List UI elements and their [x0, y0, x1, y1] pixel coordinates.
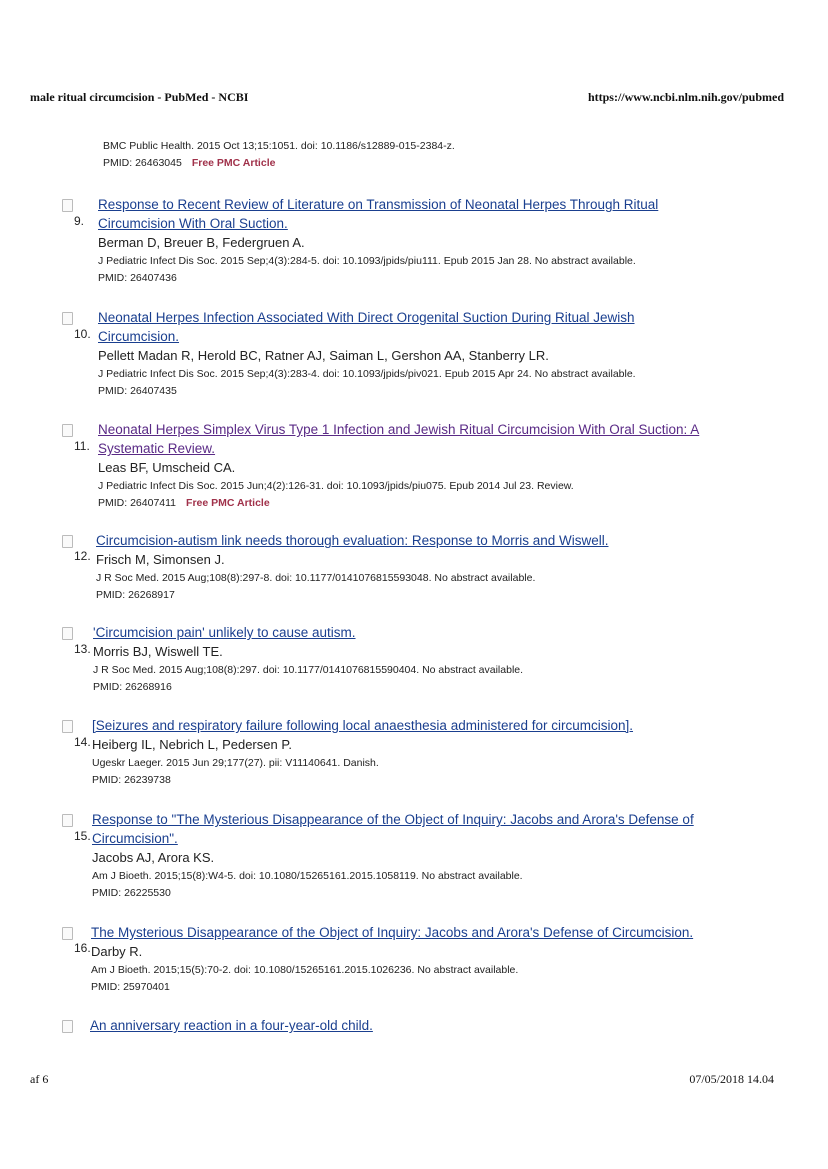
result-title-link[interactable]: 'Circumcision pain' unlikely to cause autism. [93, 625, 356, 640]
result-title-link[interactable]: Circumcision-autism link needs thorough evaluation: Response to Morris and Wiswell. [96, 533, 609, 548]
result-checkbox[interactable] [62, 312, 73, 325]
result-citation: J R Soc Med. 2015 Aug;108(8):297. doi: 10.1177/0141076815590404. No abstract available. [93, 664, 524, 676]
result-title-link[interactable]: Response to Recent Review of Literature on Transmission of Neonatal Herpes Through Ritual Circumcision With Oral Suction. [98, 197, 659, 231]
lead-result-tail [103, 138, 455, 172]
page-header-url: https://www.ncbi.nlm.nih.gov/pubmed [587, 90, 784, 104]
result-title-link[interactable]: [Seizures and respiratory failure following local anaesthesia administered for circumcision]. [92, 718, 634, 733]
result-checkbox[interactable] [62, 814, 73, 827]
result-number: 11. [74, 439, 90, 453]
result-authors: Berman D, Breuer B, Federgruen A. [98, 235, 305, 250]
result-title-link[interactable]: The Mysterious Disappearance of the Object of Inquiry: Jacobs and Arora's Defense of Circumcision. [91, 925, 694, 940]
result-pmid: PMID: 26407411 [98, 497, 177, 509]
result-title-link[interactable]: An anniversary reaction in a four-year-old child. [90, 1018, 373, 1033]
result-number: 13. [74, 642, 91, 656]
result-number: 12. [74, 549, 91, 563]
result-authors: Morris BJ, Wiswell TE. [93, 644, 223, 659]
result-authors: Pellett Madan R, Herold BC, Ratner AJ, Saiman L, Gershon AA, Stanberry LR. [98, 348, 549, 363]
result-citation: Am J Bioeth. 2015;15(5):70-2. doi: 10.1080/15265161.2015.1026236. No abstract available. [91, 964, 519, 976]
result-authors: Leas BF, Umscheid CA. [98, 460, 236, 475]
result-number: 9. [74, 214, 85, 228]
result-authors: Frisch M, Simonsen J. [96, 552, 225, 567]
result-number: 16. [74, 941, 91, 955]
result-checkbox[interactable] [62, 199, 73, 212]
result-number: 10. [74, 327, 91, 341]
result-authors: Jacobs AJ, Arora KS. [92, 850, 215, 865]
result-pmid: PMID: 26463045 [103, 157, 182, 169]
page-header-title: male ritual circumcision - PubMed - NCBI [30, 90, 249, 104]
result-pmid: PMID: 26268917 [96, 589, 175, 601]
free-pmc-link[interactable]: Free PMC Article [186, 497, 270, 509]
result-pmid: PMID: 26225530 [92, 887, 171, 899]
page-footer-date: 07/05/2018 14.04 [689, 1072, 774, 1086]
result-checkbox[interactable] [62, 1020, 73, 1033]
result-citation: Ugeskr Laeger. 2015 Jun 29;177(27). pii: V11140641. Danish. [92, 757, 379, 769]
result-pmid: PMID: 25970401 [91, 981, 170, 993]
result-number: 15. [74, 829, 91, 843]
result-pmid: PMID: 26407436 [98, 272, 177, 284]
result-authors: Darby R. [91, 944, 143, 959]
result-citation: J R Soc Med. 2015 Aug;108(8):297-8. doi: 10.1177/0141076815593048. No abstract available. [96, 572, 536, 584]
result-checkbox[interactable] [62, 535, 73, 548]
result-citation: Am J Bioeth. 2015;15(8):W4-5. doi: 10.1080/15265161.2015.1058119. No abstract available. [92, 870, 523, 882]
result-citation: J Pediatric Infect Dis Soc. 2015 Sep;4(3):284-5. doi: 10.1093/jpids/piu111. Epub 2015 Jan 28. No abstract available. [98, 255, 636, 267]
result-number: 14. [74, 735, 91, 749]
result-checkbox[interactable] [62, 927, 73, 940]
result-pmid: PMID: 26407435 [98, 385, 177, 397]
result-citation: BMC Public Health. 2015 Oct 13;15:1051. doi: 10.1186/s12889-015-2384-z. [103, 140, 455, 152]
result-pmid: PMID: 26268916 [93, 681, 172, 693]
result-citation: J Pediatric Infect Dis Soc. 2015 Sep;4(3):283-4. doi: 10.1093/jpids/piv021. Epub 2015 Apr 24. No abstract available. [98, 368, 636, 380]
result-authors: Heiberg IL, Nebrich L, Pedersen P. [92, 737, 292, 752]
result-title-link[interactable]: Neonatal Herpes Infection Associated With Direct Orogenital Suction During Ritual Jewish Circumcision. [98, 310, 635, 344]
result-pmid: PMID: 26239738 [92, 774, 171, 786]
result-title-link[interactable]: Response to "The Mysterious Disappearance of the Object of Inquiry: Jacobs and Arora's Defense of Circumcision". [92, 812, 694, 846]
result-checkbox[interactable] [62, 720, 73, 733]
page-footer-page: af 6 [30, 1072, 49, 1086]
result-checkbox[interactable] [62, 627, 73, 640]
result-title-link[interactable]: Neonatal Herpes Simplex Virus Type 1 Infection and Jewish Ritual Circumcision With Oral Suction: A Systematic Review. [98, 422, 700, 456]
result-checkbox[interactable] [62, 424, 73, 437]
result-citation: J Pediatric Infect Dis Soc. 2015 Jun;4(2):126-31. doi: 10.1093/jpids/piu075. Epub 2014 Jul 23. Review. [98, 480, 574, 492]
free-pmc-link[interactable]: Free PMC Article [191, 157, 276, 169]
